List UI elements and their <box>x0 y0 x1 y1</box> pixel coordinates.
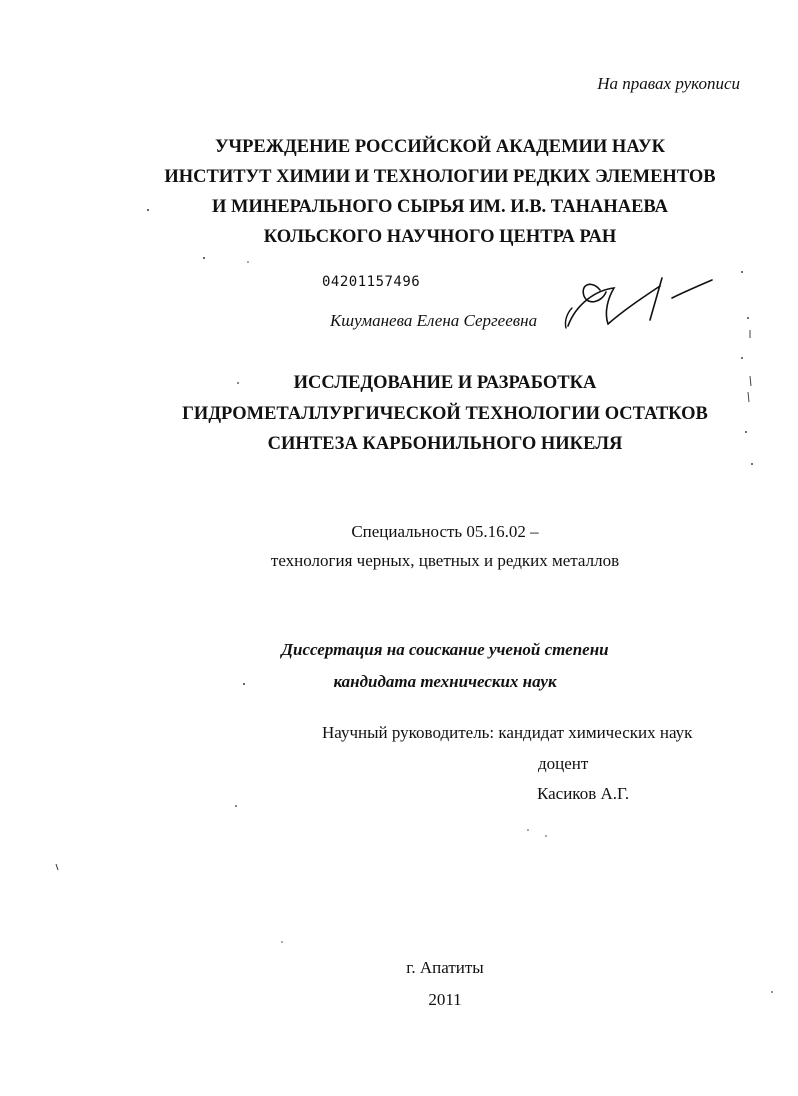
author-name: Кшуманева Елена Сергеевна <box>330 311 538 330</box>
supervisor-name: Касиков А.Г. <box>537 784 630 803</box>
title-line: СИНТЕЗА КАРБОНИЛЬНОГО НИКЕЛЯ <box>267 434 623 454</box>
degree-line: Диссертация на соискание ученой степени <box>281 640 609 659</box>
institution-line: И МИНЕРАЛЬНОГО СЫРЬЯ ИМ. И.В. ТАНАНАЕВА <box>212 197 668 217</box>
institution-line: КОЛЬСКОГО НАУЧНОГО ЦЕНТРА РАН <box>263 227 617 247</box>
specialty-code: Специальность 05.16.02 – <box>351 522 539 541</box>
specialty-description: технология черных, цветных и редких металлов <box>270 551 620 570</box>
specialty-block <box>170 517 720 575</box>
catalog-number: 04201157496 <box>322 274 421 290</box>
manuscript-note: На правах рукописи <box>597 74 740 93</box>
supervisor-label: Научный руководитель: кандидат химических наук <box>322 723 693 742</box>
year: 2011 <box>428 990 462 1009</box>
title-line: ИССЛЕДОВАНИЕ И РАЗРАБОТКА <box>293 373 597 393</box>
supervisor-title: доцент <box>538 754 589 773</box>
degree-statement <box>200 634 690 698</box>
institution-line: УЧРЕЖДЕНИЕ РОССИЙСКОЙ АКАДЕМИИ НАУК <box>214 137 666 157</box>
signature-handwritten <box>562 268 722 340</box>
city: г. Апатиты <box>406 958 484 977</box>
dissertation-title <box>100 368 790 460</box>
institution-block <box>130 132 750 252</box>
degree-line: кандидата технических наук <box>333 672 557 691</box>
title-line: ГИДРОМЕТАЛЛУРГИЧЕСКОЙ ТЕХНОЛОГИИ ОСТАТКОВ <box>182 403 708 424</box>
institution-line: ИНСТИТУТ ХИМИИ И ТЕХНОЛОГИИ РЕДКИХ ЭЛЕМЕНТОВ <box>164 167 716 187</box>
